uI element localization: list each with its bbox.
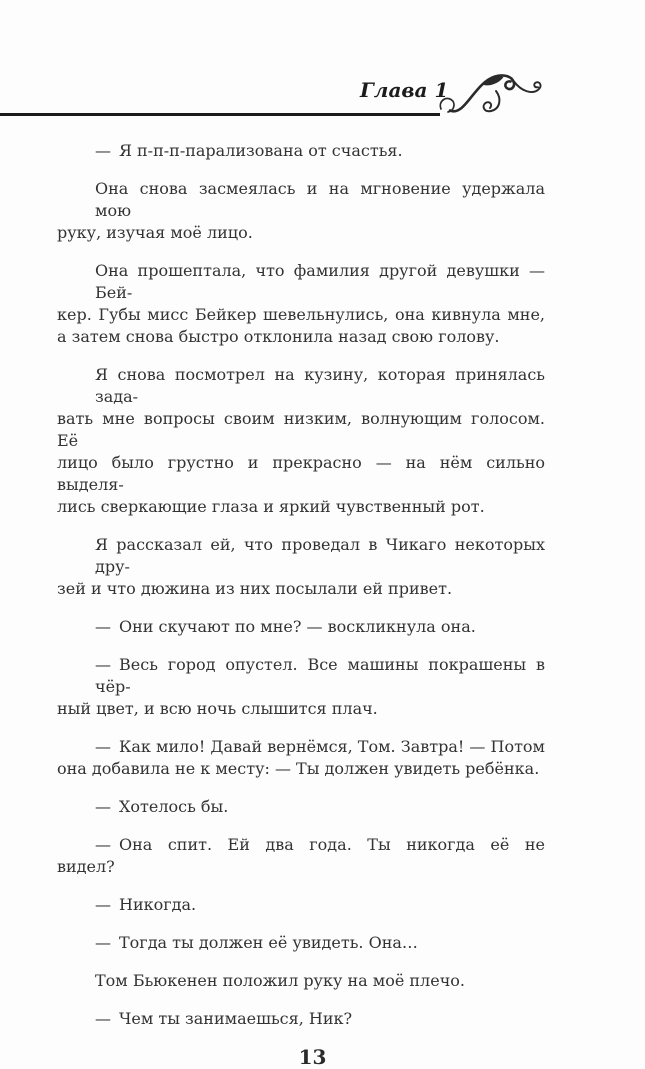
calligraphic-flourish-icon (438, 71, 544, 118)
paragraph (57, 932, 545, 954)
paragraph (57, 364, 545, 518)
header-rule (0, 113, 440, 116)
paragraph (57, 534, 545, 600)
text-line: — Чем ты занимаешься, Ник? (95, 1009, 353, 1028)
text-line: — Хотелось бы. (95, 797, 229, 816)
text-line: Она снова засмеялась и на мгновение удержала мою (95, 179, 545, 220)
text-line: ный цвет, и всю ночь слышится плач. (57, 699, 378, 718)
paragraph (57, 796, 545, 818)
paragraph (57, 260, 545, 348)
chapter-title: Глава 1 (360, 78, 449, 102)
text-line: Том Бьюкенен положил руку на моё плечо. (95, 971, 465, 990)
paragraph (57, 140, 545, 162)
chapter-header (0, 0, 645, 115)
text-line: зей и что дюжина из них посылали ей привет. (57, 579, 453, 598)
paragraph (57, 894, 545, 916)
text-line: — Тогда ты должен её увидеть. Она… (95, 933, 418, 952)
paragraph (57, 178, 545, 244)
text-line: — Весь город опустел. Все машины покрашены в чёр- (95, 655, 545, 696)
text-line: — Как мило! Давай вернёмся, Том. Завтра! — Потом (95, 737, 545, 756)
text-line: она добавила не к месту: — Ты должен увидеть ребёнка. (57, 759, 540, 778)
paragraph (57, 616, 545, 638)
text-line: руку, изучая моё лицо. (57, 223, 253, 242)
text-body (57, 140, 545, 1030)
paragraph (57, 834, 545, 878)
text-line: — Она спит. Ей два года. Ты никогда её не (95, 835, 545, 854)
text-line: кер. Губы мисс Бейкер шевельнулись, она кивнула мне, (57, 305, 545, 324)
paragraph (57, 970, 545, 992)
paragraph (57, 1008, 545, 1030)
text-line: лицо было грустно и прекрасно — на нём сильно выделя- (57, 453, 545, 494)
text-line: лись сверкающие глаза и яркий чувственный рот. (57, 497, 485, 516)
text-line: Я рассказал ей, что проведал в Чикаго некоторых дру- (95, 535, 545, 576)
page-number: 13 (298, 1045, 327, 1069)
paragraph (57, 654, 545, 720)
paragraph (57, 736, 545, 780)
text-line: видел? (57, 857, 115, 876)
text-line: вать мне вопросы своим низким, волнующим голосом. Её (57, 409, 545, 450)
text-line: — Я п-п-п-парализована от счастья. (95, 141, 403, 160)
text-line: — Никогда. (95, 895, 197, 914)
text-line: Я снова посмотрел на кузину, которая принялась зада- (95, 365, 545, 406)
text-line: — Они скучают по мне? — воскликнула она. (95, 617, 476, 636)
text-line: Она прошептала, что фамилия другой девушки — Бей- (95, 261, 545, 302)
text-line: а затем снова быстро отклонила назад свою голову. (57, 327, 500, 346)
